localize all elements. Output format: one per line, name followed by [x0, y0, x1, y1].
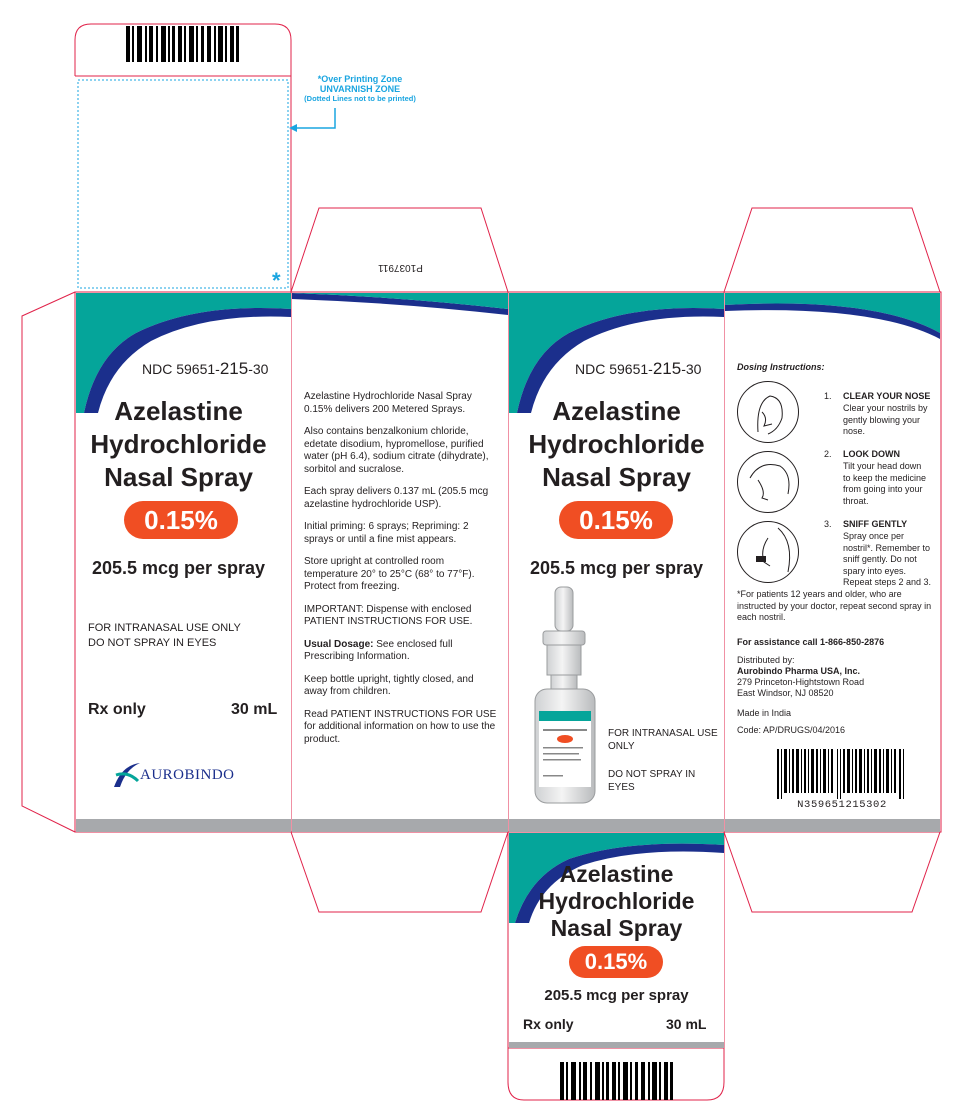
bottom-rx: Rx only — [523, 1016, 574, 1032]
bottom-title-line3: Nasal Spray — [550, 915, 683, 941]
front-ndc-big: 215 — [219, 359, 249, 378]
overprint-line1: *Over Printing Zone — [317, 74, 403, 84]
bottom-product-title — [509, 861, 724, 942]
back-dose: 205.5 mcg per spray — [529, 558, 704, 578]
side-para-3: Each spray delivers 0.137 mL (205.5 mcg azelastine hydrochloride USP). — [304, 486, 489, 510]
back-ndc-prefix: NDC 59651- — [575, 361, 653, 377]
dosing-note: *For patients 12 years and older, who are instructed by your doctor, repeat second spray in each nostril. — [737, 589, 932, 622]
back-bottom-bar — [509, 819, 724, 832]
back-title-line2: Hydrochloride — [528, 429, 705, 459]
made-in: Made in India — [737, 708, 792, 718]
overprint-line2: UNVARNISH ZONE — [319, 84, 401, 94]
front-product-title — [76, 395, 281, 494]
dosing-bottom-bar — [725, 819, 940, 832]
dosing-heading: Dosing Instructions: — [737, 362, 825, 372]
front-volume: 30 mL — [231, 701, 278, 718]
step3-heading: SNIFF GENTLY — [843, 519, 908, 529]
side-para-5: Store upright at controlled room temperature 20° to 25°C (68° to 77°F). Protect from freezing. — [304, 556, 475, 592]
distributor-label: Distributed by: — [737, 655, 795, 665]
step1-body: Clear your nostrils by gently blowing your nose. — [843, 403, 928, 436]
front-use-line1: FOR INTRANASAL USE ONLY — [88, 622, 241, 634]
side-para-9: Read PATIENT INSTRUCTIONS FOR USE for additional information on how to use the product. — [304, 708, 497, 745]
overprint-star: * — [272, 268, 281, 293]
bottom-title-line2: Hydrochloride — [538, 888, 695, 914]
front-brand: AUROBINDO — [140, 767, 235, 783]
back-title-line3: Nasal Spray — [542, 462, 691, 492]
back-panel — [509, 293, 724, 832]
step3-number: 3. — [824, 519, 832, 529]
assistance-phone: For assistance call 1-866-850-2876 — [737, 637, 885, 647]
blow-nose-icon — [737, 381, 799, 443]
side-usual-dosage-label: Usual Dosage: — [304, 638, 374, 650]
side-para-7 — [304, 639, 499, 664]
step2-number: 2. — [824, 449, 832, 459]
back-strength-badge: 0.15% — [559, 501, 673, 539]
back-use — [608, 728, 724, 794]
bottom-strength-badge: 0.15% — [569, 946, 663, 978]
side-para-4: Initial priming: 6 sprays; Repriming: 2 sprays or until a fine mist appears. — [304, 521, 469, 545]
sniff-gently-icon — [737, 521, 799, 583]
dosing-swoosh — [725, 293, 940, 343]
barcode-digits: N359651215302 — [797, 799, 887, 811]
dosing-panel — [725, 293, 940, 832]
barcode-back — [777, 749, 905, 799]
front-bottom-bar — [76, 819, 291, 832]
distributor-name: Aurobindo Pharma USA, Inc. — [737, 666, 861, 676]
bottom-title-line1: Azelastine — [559, 861, 674, 887]
distributor-address1: 279 Princeton-Hightstown Road — [737, 677, 865, 687]
front-dose: 205.5 mcg per spray — [91, 558, 266, 578]
front-use-line2: DO NOT SPRAY IN EYES — [88, 637, 217, 649]
step2-body: Tilt your head down to keep the medicine from going into your throat. — [843, 461, 927, 506]
front-strength-badge: 0.15% — [124, 501, 238, 539]
step3-body: Spray once per nostril*. Remember to sniff gently. Do not spary into eyes. Repeat steps 2 and 3. — [843, 531, 932, 587]
overprint-note — [300, 74, 420, 104]
front-title-line1: Azelastine — [114, 396, 243, 426]
look-down-icon — [737, 451, 799, 513]
side-panel — [292, 293, 508, 832]
code-label: Code: AP/DRUGS/04/2016 — [737, 725, 846, 735]
back-use-line3: DO NOT SPRAY IN EYES — [608, 769, 696, 793]
front-ndc — [142, 359, 268, 379]
distributor-address2: East Windsor, NJ 08520 — [737, 688, 834, 698]
front-rx: Rx only — [88, 701, 146, 718]
back-ndc-big: 215 — [652, 359, 682, 378]
flap-code: P1037911 — [378, 262, 423, 273]
front-title-line3: Nasal Spray — [104, 462, 253, 492]
front-ndc-prefix: NDC 59651- — [142, 361, 220, 377]
front-title-line2: Hydrochloride — [90, 429, 267, 459]
overprint-line3: (Dotted Lines not to be printed) — [304, 94, 416, 103]
side-info-text — [304, 391, 499, 746]
side-para-8: Keep bottle upright, tightly closed, and away from children. — [304, 673, 474, 697]
side-para-1: Azelastine Hydrochloride Nasal Spray 0.15% delivers 200 Metered Sprays. — [304, 391, 472, 415]
step1-heading: CLEAR YOUR NOSE — [843, 391, 931, 401]
barcode-top — [126, 26, 240, 62]
back-product-title — [509, 395, 724, 494]
distributor-block — [737, 655, 864, 699]
bottom-dose: 205.5 mcg per spray — [544, 987, 689, 1004]
barcode-bottom — [560, 1062, 674, 1100]
side-para-6: IMPORTANT: Dispense with enclosed PATIENT INSTRUCTIONS FOR USE. — [304, 603, 473, 627]
back-ndc-suffix: -30 — [681, 361, 702, 377]
step1-number: 1. — [824, 391, 832, 401]
back-use-line1: FOR INTRANASAL USE — [608, 728, 718, 739]
side-usual-dosage-text: See enclosed full Prescribing Information. — [304, 638, 453, 662]
side-bottom-bar — [292, 819, 508, 832]
aurobindo-logo-icon — [112, 761, 142, 789]
front-ndc-suffix: -30 — [248, 361, 269, 377]
back-ndc — [575, 359, 701, 379]
front-panel — [76, 293, 291, 832]
back-use-line2: ONLY — [608, 740, 635, 752]
front-use — [88, 621, 241, 651]
bottle-illustration-icon — [529, 585, 601, 807]
back-title-line1: Azelastine — [552, 396, 681, 426]
step2-heading: LOOK DOWN — [843, 449, 900, 459]
side-para-2: Also contains benzalkonium chloride, edetate disodium, hypromellose, purified water (pH 6.4), sodium citrate (dihydrate), sorbitol and sucralose. — [304, 426, 489, 475]
bottom-volume: 30 mL — [666, 1016, 707, 1032]
bottom-panel — [509, 833, 724, 1048]
bottom-bar — [509, 1042, 724, 1048]
side-swoosh — [292, 293, 508, 333]
